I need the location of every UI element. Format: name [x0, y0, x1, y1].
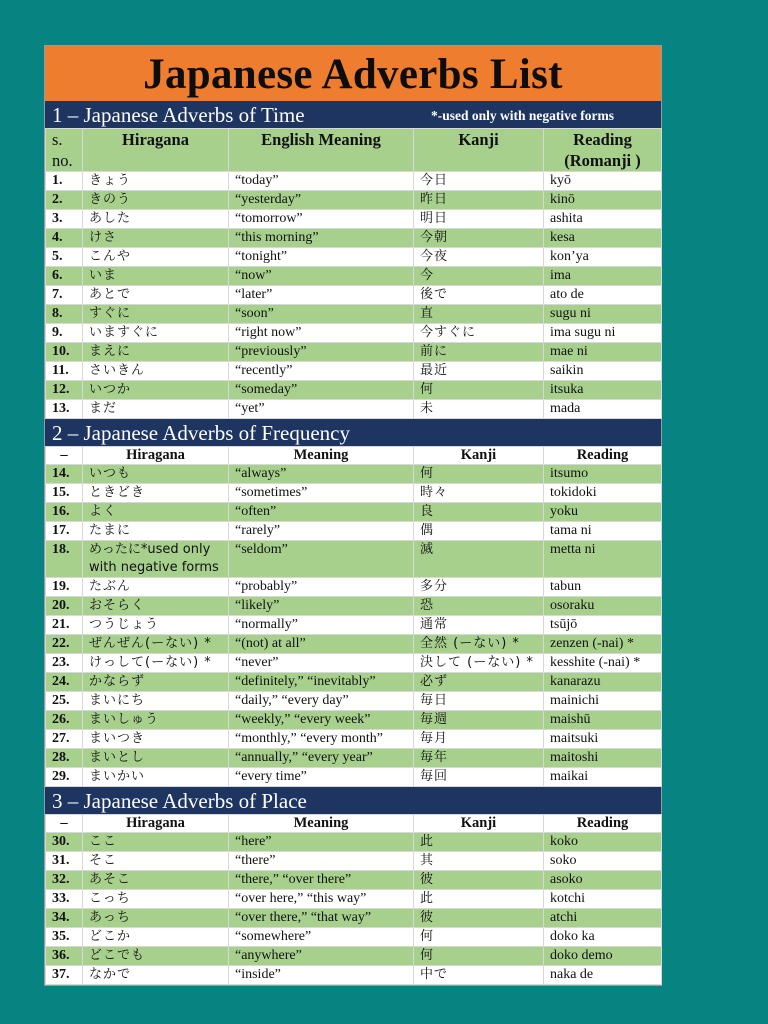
cell-reading: zenzen (-nai) *: [544, 635, 662, 654]
cell-hiragana: まいかい: [83, 768, 229, 787]
table-row: [46, 578, 662, 597]
table-row: [46, 871, 662, 890]
cell-meaning: “often”: [229, 503, 414, 522]
cell-hiragana: なかで: [83, 966, 229, 985]
cell-reading: ashita: [544, 210, 662, 229]
cell-meaning: “probably”: [229, 578, 414, 597]
cell-serial-number: 1.: [46, 172, 83, 191]
cell-kanji: 昨日: [414, 191, 544, 210]
cell-reading: soko: [544, 852, 662, 871]
cell-reading: ima: [544, 267, 662, 286]
cell-meaning: “always”: [229, 465, 414, 484]
cell-reading: doko demo: [544, 947, 662, 966]
table-row: [46, 852, 662, 871]
cell-kanji: 毎年: [414, 749, 544, 768]
cell-kanji: 未: [414, 400, 544, 419]
column-header-reading: Reading: [544, 447, 662, 465]
cell-serial-number: 36.: [46, 947, 83, 966]
cell-hiragana: おそらく: [83, 597, 229, 616]
table-row: [46, 191, 662, 210]
cell-serial-number: 27.: [46, 730, 83, 749]
cell-meaning: “today”: [229, 172, 414, 191]
cell-meaning: “every time”: [229, 768, 414, 787]
cell-kanji: 何: [414, 928, 544, 947]
cell-meaning: “weekly,” “every week”: [229, 711, 414, 730]
cell-reading: itsumo: [544, 465, 662, 484]
cell-kanji: 滅: [414, 541, 544, 578]
cell-serial-number: 14.: [46, 465, 83, 484]
adverbs-sheet: [45, 46, 661, 985]
cell-meaning: “tonight”: [229, 248, 414, 267]
column-header-meaning: English Meaning: [229, 129, 414, 172]
table-header-row: [46, 129, 662, 172]
cell-hiragana: どこでも: [83, 947, 229, 966]
cell-meaning: “tomorrow”: [229, 210, 414, 229]
cell-meaning: “never”: [229, 654, 414, 673]
cell-kanji: 毎週: [414, 711, 544, 730]
table-row: [46, 749, 662, 768]
column-header-hiragana: Hiragana: [83, 447, 229, 465]
cell-hiragana: まいつき: [83, 730, 229, 749]
column-header-reading: Reading (Romanji ): [544, 129, 662, 172]
cell-meaning: “someday”: [229, 381, 414, 400]
column-header-meaning: Meaning: [229, 815, 414, 833]
cell-hiragana: あっち: [83, 909, 229, 928]
section-header: [45, 419, 661, 446]
cell-meaning: “this morning”: [229, 229, 414, 248]
cell-hiragana: めったに*used only with negative forms: [83, 541, 229, 578]
cell-hiragana: ときどき: [83, 484, 229, 503]
cell-reading: kon’ya: [544, 248, 662, 267]
cell-kanji: 何: [414, 465, 544, 484]
cell-reading: naka de: [544, 966, 662, 985]
cell-meaning: “annually,” “every year”: [229, 749, 414, 768]
cell-hiragana: かならず: [83, 673, 229, 692]
table-row: [46, 229, 662, 248]
cell-hiragana: あとで: [83, 286, 229, 305]
cell-kanji: 時々: [414, 484, 544, 503]
table-row: [46, 381, 662, 400]
cell-reading: ato de: [544, 286, 662, 305]
cell-serial-number: 20.: [46, 597, 83, 616]
column-header-hiragana: Hiragana: [83, 815, 229, 833]
cell-reading: sugu ni: [544, 305, 662, 324]
cell-serial-number: 15.: [46, 484, 83, 503]
cell-serial-number: 12.: [46, 381, 83, 400]
cell-reading: kotchi: [544, 890, 662, 909]
cell-reading: doko ka: [544, 928, 662, 947]
column-header-kanji: Kanji: [414, 129, 544, 172]
table-row: [46, 172, 662, 191]
cell-kanji: 彼: [414, 909, 544, 928]
table-row: [46, 768, 662, 787]
cell-reading: kinō: [544, 191, 662, 210]
cell-hiragana: つうじょう: [83, 616, 229, 635]
table-row: [46, 400, 662, 419]
cell-serial-number: 34.: [46, 909, 83, 928]
cell-hiragana: まいとし: [83, 749, 229, 768]
cell-meaning: “recently”: [229, 362, 414, 381]
cell-reading: yoku: [544, 503, 662, 522]
table-row: [46, 890, 662, 909]
section-header: [45, 787, 661, 814]
cell-kanji: 何: [414, 947, 544, 966]
cell-hiragana: あそこ: [83, 871, 229, 890]
cell-kanji: 偶: [414, 522, 544, 541]
cell-meaning: “somewhere”: [229, 928, 414, 947]
cell-reading: atchi: [544, 909, 662, 928]
cell-serial-number: 24.: [46, 673, 83, 692]
table-row: [46, 267, 662, 286]
cell-hiragana: こっち: [83, 890, 229, 909]
cell-serial-number: 25.: [46, 692, 83, 711]
cell-kanji: 此: [414, 890, 544, 909]
cell-serial-number: 32.: [46, 871, 83, 890]
section-header: [45, 101, 661, 128]
cell-meaning: “likely”: [229, 597, 414, 616]
adverbs-table: [45, 128, 662, 419]
cell-serial-number: 16.: [46, 503, 83, 522]
cell-kanji: 中で: [414, 966, 544, 985]
cell-meaning: “yet”: [229, 400, 414, 419]
cell-kanji: 通常: [414, 616, 544, 635]
cell-serial-number: 33.: [46, 890, 83, 909]
cell-serial-number: 35.: [46, 928, 83, 947]
cell-reading: osoraku: [544, 597, 662, 616]
cell-kanji: 今: [414, 267, 544, 286]
cell-serial-number: 19.: [46, 578, 83, 597]
cell-reading: mainichi: [544, 692, 662, 711]
adverbs-table: [45, 814, 662, 985]
table-row: [46, 503, 662, 522]
cell-hiragana: まだ: [83, 400, 229, 419]
cell-hiragana: ぜんぜん(ーない) *: [83, 635, 229, 654]
cell-meaning: “right now”: [229, 324, 414, 343]
cell-meaning: “definitely,” “inevitably”: [229, 673, 414, 692]
cell-meaning: “here”: [229, 833, 414, 852]
table-row: [46, 597, 662, 616]
cell-kanji: 毎月: [414, 730, 544, 749]
cell-reading: maikai: [544, 768, 662, 787]
cell-serial-number: 6.: [46, 267, 83, 286]
cell-hiragana: よく: [83, 503, 229, 522]
cell-serial-number: 10.: [46, 343, 83, 362]
table-row: [46, 654, 662, 673]
cell-meaning: “later”: [229, 286, 414, 305]
cell-kanji: 其: [414, 852, 544, 871]
cell-meaning: “over here,” “this way”: [229, 890, 414, 909]
cell-serial-number: 37.: [46, 966, 83, 985]
table-row: [46, 692, 662, 711]
cell-reading: kesa: [544, 229, 662, 248]
cell-hiragana: たまに: [83, 522, 229, 541]
table-row: [46, 465, 662, 484]
cell-hiragana: こんや: [83, 248, 229, 267]
cell-reading: tabun: [544, 578, 662, 597]
cell-kanji: 決して (ーない) *: [414, 654, 544, 673]
cell-meaning: “soon”: [229, 305, 414, 324]
column-header-meaning: Meaning: [229, 447, 414, 465]
cell-kanji: 彼: [414, 871, 544, 890]
table-row: [46, 362, 662, 381]
cell-kanji: 今夜: [414, 248, 544, 267]
cell-kanji: 最近: [414, 362, 544, 381]
cell-kanji: 今日: [414, 172, 544, 191]
table-header-row: [46, 815, 662, 833]
cell-reading: maishū: [544, 711, 662, 730]
cell-reading: ima sugu ni: [544, 324, 662, 343]
cell-kanji: 後で: [414, 286, 544, 305]
table-row: [46, 711, 662, 730]
cell-serial-number: 8.: [46, 305, 83, 324]
cell-hiragana: そこ: [83, 852, 229, 871]
cell-hiragana: さいきん: [83, 362, 229, 381]
cell-serial-number: 29.: [46, 768, 83, 787]
cell-reading: saikin: [544, 362, 662, 381]
cell-serial-number: 3.: [46, 210, 83, 229]
table-row: [46, 484, 662, 503]
column-header-serial-number: –: [46, 447, 83, 465]
cell-hiragana: いま: [83, 267, 229, 286]
cell-reading: asoko: [544, 871, 662, 890]
table-row: [46, 833, 662, 852]
table-header-row: [46, 447, 662, 465]
cell-kanji: 今朝: [414, 229, 544, 248]
cell-meaning: “now”: [229, 267, 414, 286]
cell-serial-number: 9.: [46, 324, 83, 343]
cell-hiragana: けっして(ーない) *: [83, 654, 229, 673]
cell-serial-number: 22.: [46, 635, 83, 654]
table-row: [46, 324, 662, 343]
column-header-hiragana: Hiragana: [83, 129, 229, 172]
cell-kanji: 前に: [414, 343, 544, 362]
cell-serial-number: 7.: [46, 286, 83, 305]
adverbs-table: [45, 446, 662, 787]
cell-hiragana: けさ: [83, 229, 229, 248]
cell-meaning: “yesterday”: [229, 191, 414, 210]
table-row: [46, 210, 662, 229]
cell-meaning: “sometimes”: [229, 484, 414, 503]
cell-kanji: 明日: [414, 210, 544, 229]
section-title: 3 – Japanese Adverbs of Place: [52, 789, 307, 813]
page-title: Japanese Adverbs List: [45, 46, 661, 101]
cell-reading: kanarazu: [544, 673, 662, 692]
cell-kanji: 毎回: [414, 768, 544, 787]
cell-kanji: 全然 (ーない) *: [414, 635, 544, 654]
cell-meaning: “seldom”: [229, 541, 414, 578]
cell-hiragana: まいしゅう: [83, 711, 229, 730]
table-row: [46, 909, 662, 928]
cell-reading: koko: [544, 833, 662, 852]
cell-serial-number: 31.: [46, 852, 83, 871]
cell-meaning: “monthly,” “every month”: [229, 730, 414, 749]
cell-serial-number: 4.: [46, 229, 83, 248]
table-row: [46, 635, 662, 654]
cell-meaning: “inside”: [229, 966, 414, 985]
sections-container: [45, 101, 661, 985]
cell-serial-number: 17.: [46, 522, 83, 541]
cell-reading: mae ni: [544, 343, 662, 362]
cell-meaning: “(not) at all”: [229, 635, 414, 654]
table-row: [46, 730, 662, 749]
cell-serial-number: 30.: [46, 833, 83, 852]
cell-reading: tsūjō: [544, 616, 662, 635]
cell-kanji: 毎日: [414, 692, 544, 711]
section-title: 1 – Japanese Adverbs of Time: [52, 103, 305, 127]
cell-hiragana: まいにち: [83, 692, 229, 711]
cell-meaning: “daily,” “every day”: [229, 692, 414, 711]
cell-reading: kesshite (-nai) *: [544, 654, 662, 673]
cell-kanji: 恐: [414, 597, 544, 616]
cell-kanji: 良: [414, 503, 544, 522]
cell-kanji: 今すぐに: [414, 324, 544, 343]
cell-serial-number: 13.: [46, 400, 83, 419]
table-row: [46, 947, 662, 966]
cell-reading: metta ni: [544, 541, 662, 578]
cell-meaning: “previously”: [229, 343, 414, 362]
cell-reading: itsuka: [544, 381, 662, 400]
column-header-serial-number: s. no.: [46, 129, 83, 172]
cell-hiragana: きょう: [83, 172, 229, 191]
cell-meaning: “there”: [229, 852, 414, 871]
cell-hiragana: いつも: [83, 465, 229, 484]
cell-meaning: “normally”: [229, 616, 414, 635]
table-row: [46, 343, 662, 362]
cell-hiragana: どこか: [83, 928, 229, 947]
cell-serial-number: 28.: [46, 749, 83, 768]
cell-hiragana: ここ: [83, 833, 229, 852]
column-header-kanji: Kanji: [414, 815, 544, 833]
table-row: [46, 522, 662, 541]
table-row: [46, 966, 662, 985]
cell-meaning: “anywhere”: [229, 947, 414, 966]
cell-reading: maitoshi: [544, 749, 662, 768]
table-row: [46, 928, 662, 947]
column-header-kanji: Kanji: [414, 447, 544, 465]
table-row: [46, 248, 662, 267]
cell-reading: maitsuki: [544, 730, 662, 749]
cell-hiragana: まえに: [83, 343, 229, 362]
cell-meaning: “there,” “over there”: [229, 871, 414, 890]
cell-hiragana: あした: [83, 210, 229, 229]
cell-hiragana: たぶん: [83, 578, 229, 597]
cell-hiragana: いますぐに: [83, 324, 229, 343]
cell-reading: mada: [544, 400, 662, 419]
cell-reading: tama ni: [544, 522, 662, 541]
cell-kanji: 直: [414, 305, 544, 324]
cell-hiragana: きのう: [83, 191, 229, 210]
table-row: [46, 541, 662, 578]
cell-serial-number: 21.: [46, 616, 83, 635]
section-note: *-used only with negative forms: [431, 108, 614, 123]
cell-serial-number: 11.: [46, 362, 83, 381]
cell-reading: kyō: [544, 172, 662, 191]
cell-reading: tokidoki: [544, 484, 662, 503]
cell-meaning: “rarely”: [229, 522, 414, 541]
cell-kanji: 必ず: [414, 673, 544, 692]
cell-hiragana: すぐに: [83, 305, 229, 324]
cell-kanji: 多分: [414, 578, 544, 597]
cell-kanji: 此: [414, 833, 544, 852]
cell-serial-number: 23.: [46, 654, 83, 673]
cell-serial-number: 2.: [46, 191, 83, 210]
cell-serial-number: 5.: [46, 248, 83, 267]
table-row: [46, 616, 662, 635]
table-row: [46, 673, 662, 692]
cell-serial-number: 26.: [46, 711, 83, 730]
column-header-serial-number: –: [46, 815, 83, 833]
cell-kanji: 何: [414, 381, 544, 400]
section-title: 2 – Japanese Adverbs of Frequency: [52, 421, 350, 445]
table-row: [46, 305, 662, 324]
cell-hiragana: いつか: [83, 381, 229, 400]
column-header-reading: Reading: [544, 815, 662, 833]
cell-serial-number: 18.: [46, 541, 83, 578]
table-row: [46, 286, 662, 305]
cell-meaning: “over there,” “that way”: [229, 909, 414, 928]
